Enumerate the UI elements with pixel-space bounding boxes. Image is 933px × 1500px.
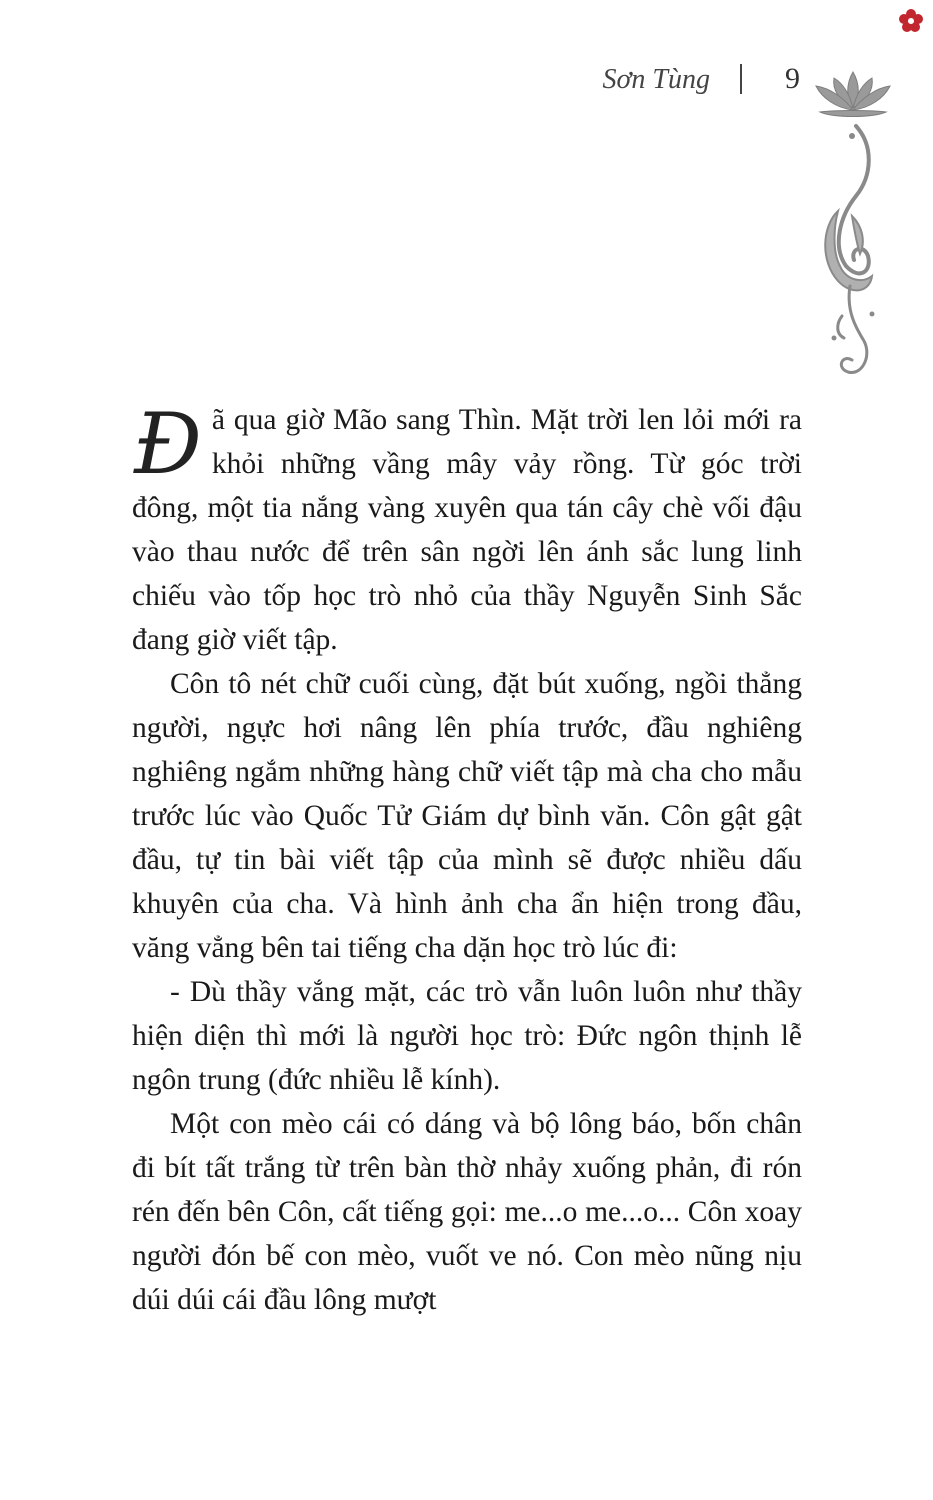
paragraph-4: Một con mèo cái có dáng và bộ lông báo, bốn chân đi bít tất trắng từ trên bàn thờ nhảy xuống phản, đi rón rén đến bên Côn, cất tiếng gọi: me...o me...o... Côn xoay người đón bế con mèo, vuốt ve nó. Con mèo nũng nịu dúi dúi cái đầu lông mượt [132, 1108, 802, 1316]
page-number: 9 [785, 62, 800, 95]
paragraph-3: - Dù thầy vắng mặt, các trò vẫn luôn luôn như thầy hiện diện thì mới là người học trò: Đức ngôn thịnh lễ ngôn trung (đức nhiều lễ kính). [132, 976, 802, 1096]
lotus-ornament-icon [812, 66, 894, 396]
paragraph-1-text: ã qua giờ Mão sang Thìn. Mặt trời len lỏi mới ra khỏi những vầng mây vảy rồng. Từ góc trời đông, một tia nắng vàng xuyên qua tán cây chè vối đậu vào thau nước để trên sân ngời lên ánh sắc lung linh chiếu vào tốp học trò nhỏ của thầy Nguyễn Sinh Sắc đang giờ viết tập. [132, 404, 802, 656]
running-header [560, 58, 810, 106]
corner-flower-icon [898, 8, 924, 34]
paragraph-1 [132, 395, 802, 662]
paragraph-2: Côn tô nét chữ cuối cùng, đặt bút xuống, ngồi thẳng người, ngực hơi nâng lên phía trước, đầu nghiêng nghiêng ngắm những hàng chữ viết tập mà cha cho mẫu trước lúc vào Quốc Tử Giám dự bình văn. Côn gật gật đầu, tự tin bài viết tập của mình sẽ được nhiều dấu khuyên của cha. Và hình ảnh cha ẩn hiện trong đầu, văng vẳng bên tai tiếng cha dặn học trò lúc đi: [132, 668, 802, 964]
header-divider [740, 64, 742, 94]
body-text [132, 395, 802, 1322]
author-name: Sơn Tùng [602, 64, 710, 95]
drop-cap: Đ [134, 395, 202, 493]
